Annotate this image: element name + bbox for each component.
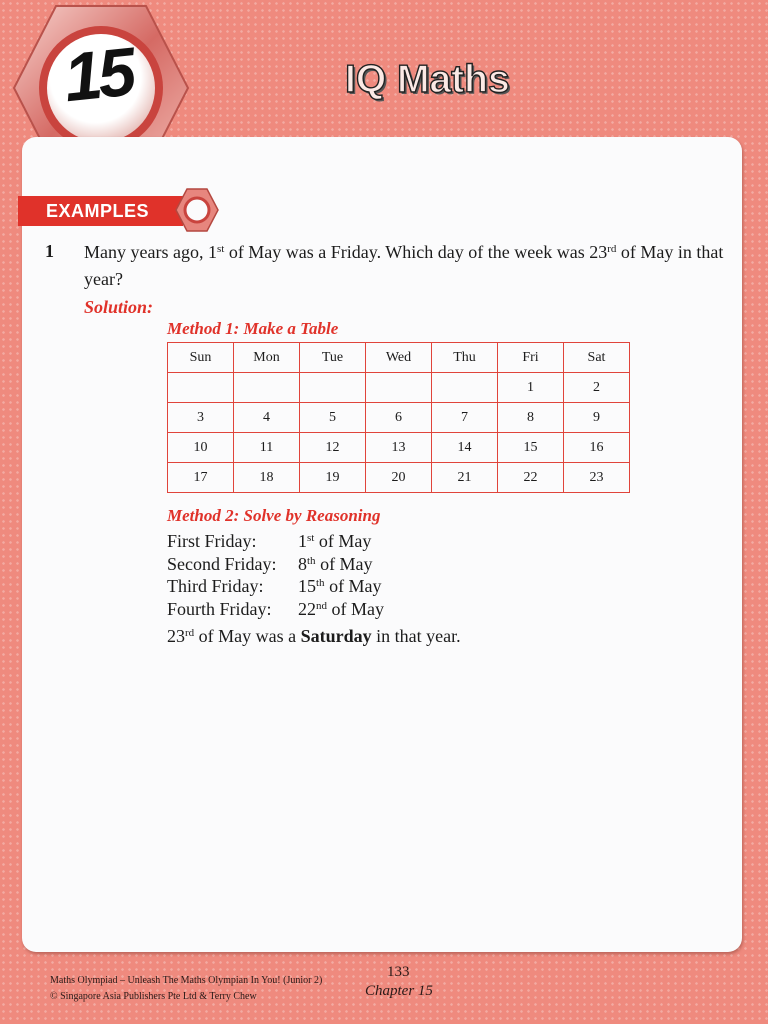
calendar-cell: 23 [564,463,630,493]
reasoning-rest: of May [324,576,382,596]
calendar-cell [432,373,498,403]
conclusion-text [167,626,461,647]
calendar-row [168,433,630,463]
calendar-cell: 22 [498,463,564,493]
method-2-label: Method 2: Solve by Reasoning [167,506,381,525]
question-sup: rd [607,243,617,255]
calendar-cell: 18 [234,463,300,493]
calendar-table [167,342,630,493]
day-header: Thu [432,343,498,373]
day-header: Mon [234,343,300,373]
reasoning-label: Third Friday: [167,576,264,596]
book-title: Maths Olympiad – Unleash The Maths Olympian In You! (Junior 2) [50,975,323,986]
chapter-label: Chapter 15 [365,983,433,999]
calendar-cell: 5 [300,403,366,433]
reasoning-rest: of May [315,553,373,574]
calendar-cell: 12 [300,433,366,463]
calendar-cell: 16 [564,433,630,463]
reasoning-sup: th [307,554,316,567]
conclusion-sup: rd [185,627,195,639]
reasoning-number: 15 [298,576,316,596]
reasoning-label: Fourth Friday: [167,598,272,619]
calendar-cell: 2 [564,373,630,403]
calendar-cell: 11 [234,433,300,463]
copyright: © Singapore Asia Publishers Pte Ltd & Terry Chew [50,991,257,1002]
examples-banner: EXAMPLES [18,196,183,226]
day-header: Tue [300,343,366,373]
reasoning-row [167,598,384,621]
question-text [84,239,734,293]
solution-label: Solution: [84,297,154,317]
calendar-row [168,403,630,433]
reasoning-number: 22 [298,598,316,619]
question-text-part: of May was a Friday. Which day of the week was 23 [224,242,608,262]
calendar-cell: 21 [432,463,498,493]
day-header: Fri [498,343,564,373]
calendar-cell [234,373,300,403]
calendar-cell [168,373,234,403]
reasoning-label: Second Friday: [167,553,277,574]
calendar-cell: 17 [168,463,234,493]
calendar-cell: 3 [168,403,234,433]
reasoning-sup: th [316,577,325,589]
calendar-header-row [168,343,630,373]
calendar-cell [366,373,432,403]
conclusion-number: 23 [167,626,185,646]
calendar-cell: 15 [498,433,564,463]
calendar-cell: 8 [498,403,564,433]
reasoning-label: First Friday: [167,531,257,551]
day-header: Sat [564,343,630,373]
page-number: 133 [387,964,410,980]
reasoning-row [167,530,384,553]
question-text-part: of May in that year? [84,242,724,289]
day-header: Sun [168,343,234,373]
calendar-cell: 1 [498,373,564,403]
calendar-cell [300,373,366,403]
conclusion-post: in that year. [371,626,461,646]
question-sup: st [216,243,225,255]
question-number: 1 [45,241,54,261]
reasoning-rest: of May [327,598,384,619]
chapter-number: 15 [60,33,136,117]
reasoning-sup: nd [316,599,327,612]
reasoning-number: 1 [298,531,307,551]
footer-book-info [50,973,322,1005]
conclusion-pre: of May was a [194,626,301,646]
reasoning-rest: of May [314,531,372,551]
calendar-cell: 13 [366,433,432,463]
calendar-row [168,463,630,493]
conclusion-answer: Saturday [300,626,372,646]
day-header: Wed [366,343,432,373]
calendar-cell: 10 [168,433,234,463]
calendar-cell: 19 [300,463,366,493]
reasoning-row [167,553,384,576]
page-title: IQ Maths [345,58,510,101]
calendar-cell: 20 [366,463,432,493]
calendar-cell: 14 [432,433,498,463]
reasoning-sup: st [307,532,315,544]
calendar-cell: 4 [234,403,300,433]
calendar-cell: 9 [564,403,630,433]
method-1-label: Method 1: Make a Table [167,319,339,338]
calendar-row [168,373,630,403]
reasoning-number: 8 [298,553,307,574]
question-text-part: Many years ago, 1 [84,242,217,262]
reasoning-list [167,530,384,620]
calendar-cell: 7 [432,403,498,433]
reasoning-row [167,575,384,598]
hex-nut-icon [173,186,221,234]
calendar-cell: 6 [366,403,432,433]
